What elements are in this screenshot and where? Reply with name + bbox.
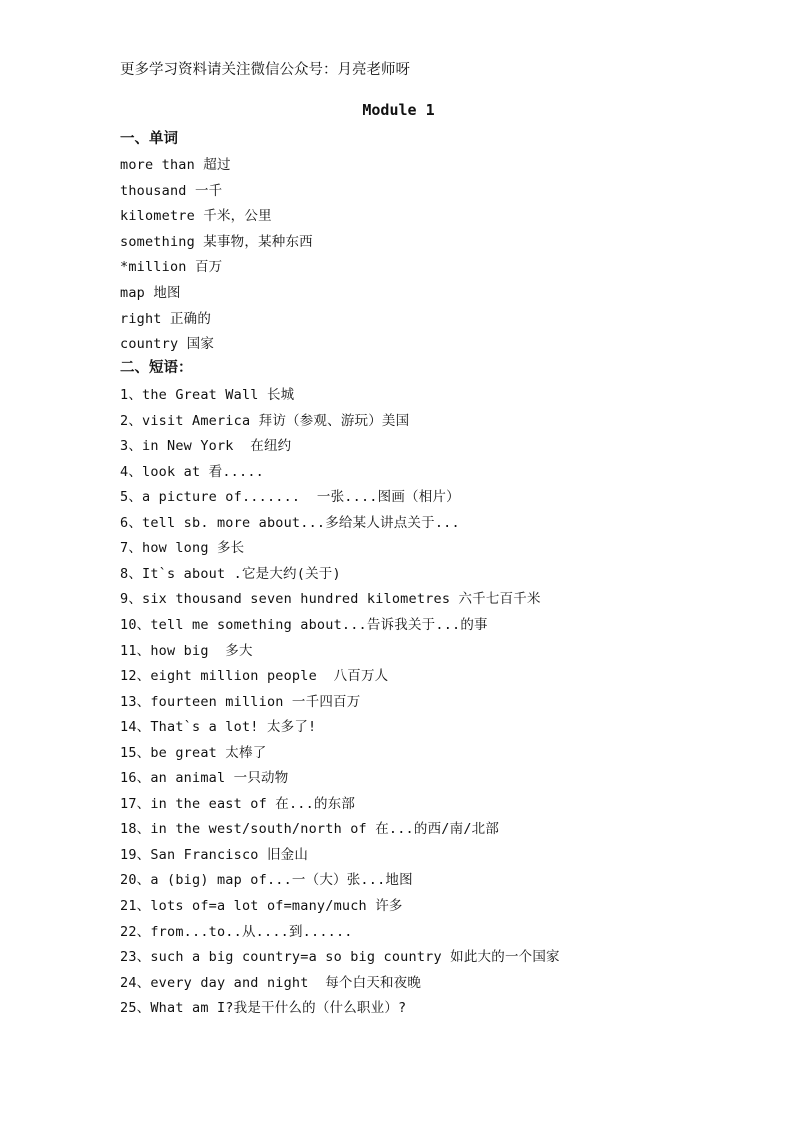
phrase-item: 24、every day and night 每个白天和夜晚 xyxy=(120,974,422,991)
phrase-item: 6、tell sb. more about...多给某人讲点关于... xyxy=(120,514,460,531)
phrase-item: 2、visit America 拜访（参观、游玩）美国 xyxy=(120,412,410,429)
phrase-item: 25、What am I?我是干什么的（什么职业）? xyxy=(120,1000,407,1017)
phrase-item: 22、from...to..从....到...... xyxy=(120,923,353,940)
words-heading: 一、单词 xyxy=(120,131,178,147)
word-item xyxy=(120,230,313,250)
phrase-item: 13、fourteen million 一千四百万 xyxy=(120,693,361,710)
phrase-item: 8、It`s about .它是大约(关于) xyxy=(120,565,341,582)
phrase-item: 18、in the west/south/north of 在...的西/南/北部 xyxy=(120,821,500,838)
phrases-heading: 二、短语： xyxy=(120,360,193,376)
phrase-item: 19、San Francisco 旧金山 xyxy=(120,846,309,863)
word-item xyxy=(120,255,222,275)
word-english: something xyxy=(120,233,204,250)
phrase-item: 4、look at 看..... xyxy=(120,463,264,480)
word-item xyxy=(120,281,181,301)
phrase-item: 5、a picture of....... 一张....图画（相片） xyxy=(120,489,460,506)
word-chinese: 地图 xyxy=(153,285,181,301)
phrase-item: 3、in New York 在纽约 xyxy=(120,438,292,455)
phrase-item: 7、how long 多长 xyxy=(120,540,245,557)
word-chinese: 国家 xyxy=(186,336,215,353)
phrase-item: 11、how big 多大 xyxy=(120,642,253,659)
word-item xyxy=(120,307,211,327)
phrase-item: 10、tell me something about...告诉我关于...的事 xyxy=(120,616,488,633)
header-note: 更多学习资料请关注微信公众号：月亮老师呀 xyxy=(120,62,410,78)
phrase-item: 9、six thousand seven hundred kilometres 六千七百千米 xyxy=(120,591,541,608)
word-item xyxy=(120,332,214,352)
word-chinese: 正确的 xyxy=(169,310,212,327)
phrase-item: 20、a (big) map of...一（大）张...地图 xyxy=(120,872,413,889)
phrase-item: 14、That`s a lot! 太多了! xyxy=(120,719,317,736)
page-title: Module 1 xyxy=(362,101,435,119)
phrase-item: 1、the Great Wall 长城 xyxy=(120,387,295,403)
word-item xyxy=(120,204,272,224)
phrase-item: 23、such a big country=a so big country 如此大的一个国家 xyxy=(120,949,560,966)
phrase-item: 17、in the east of 在...的东部 xyxy=(120,795,356,812)
word-english: right xyxy=(120,310,170,327)
word-english: thousand xyxy=(120,182,195,199)
word-item xyxy=(120,179,222,199)
phrase-item: 21、lots of=a lot of=many/much 许多 xyxy=(120,898,403,914)
phrase-item: 16、an animal 一只动物 xyxy=(120,770,289,787)
word-chinese: 超过 xyxy=(203,157,231,173)
word-chinese: 千米，公里 xyxy=(203,208,272,225)
word-chinese: 百万 xyxy=(194,259,223,276)
phrase-item: 12、eight million people 八百万人 xyxy=(120,668,389,685)
word-english: country xyxy=(120,336,187,353)
word-item xyxy=(120,153,231,173)
word-chinese: 一千 xyxy=(194,182,223,199)
word-english: map xyxy=(120,285,154,301)
word-english: *million xyxy=(120,259,195,276)
word-english: kilometre xyxy=(120,208,204,225)
phrase-item: 15、be great 太棒了 xyxy=(120,744,267,761)
word-chinese: 某事物，某种东西 xyxy=(203,233,313,250)
word-english: more than xyxy=(120,157,204,173)
